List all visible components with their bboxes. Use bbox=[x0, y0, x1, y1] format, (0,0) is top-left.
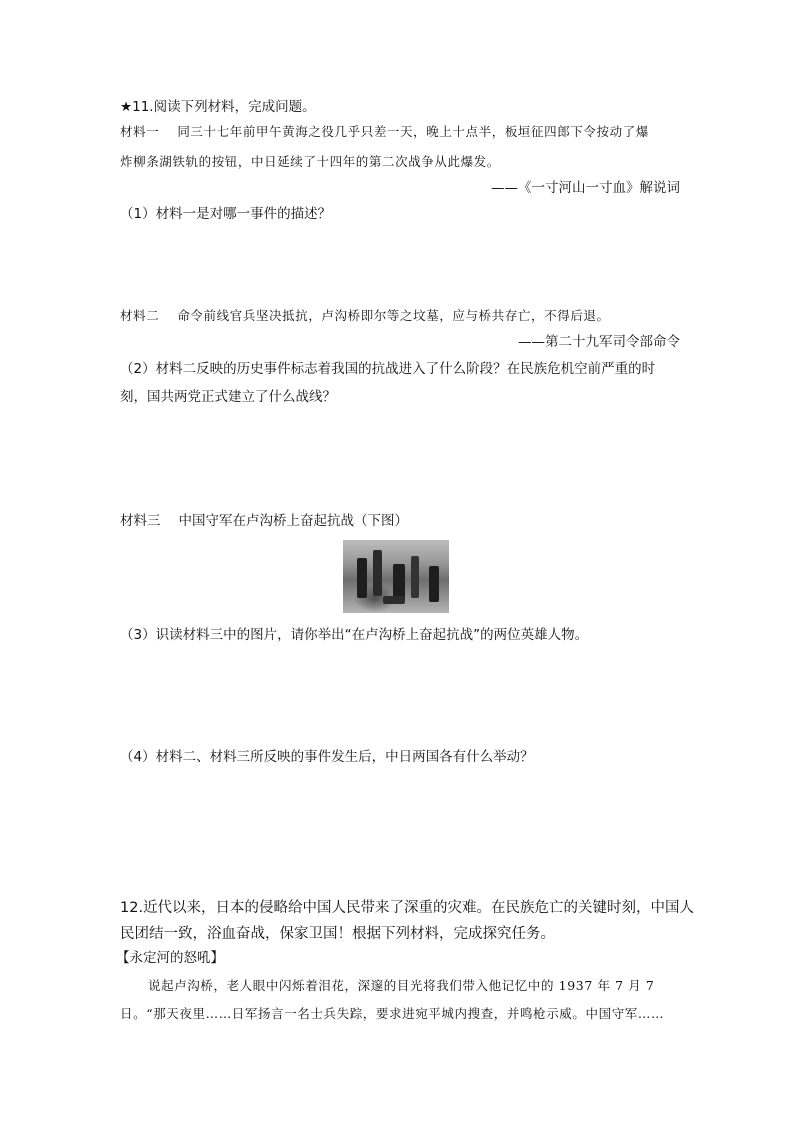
question-12-line-1: 12.近代以来，日本的侵略给中国人民带来了深重的灾难。在民族危亡的关键时刻，中国人 bbox=[120, 900, 695, 916]
material-1-source: ——《一寸河山一寸血》解说词 bbox=[491, 180, 680, 196]
passage-line-2: 日。“那天夜里……日军扬言一名士兵失踪，要求进宛平城内搜查，并鸣枪示威。中国守军…… bbox=[120, 1006, 665, 1021]
question-11-part-2-line-1: （2）材料二反映的历史事件标志着我国的抗战进入了什么阶段？在民族危机空前严重的时 bbox=[120, 361, 656, 377]
material-1-label: 材料一 bbox=[120, 124, 160, 139]
material-1-line-1 bbox=[120, 122, 680, 142]
question-11-part-2-line-2: 刻，国共两党正式建立了什么战线？ bbox=[120, 389, 336, 405]
material-3-line bbox=[120, 511, 680, 531]
material-1-text-1: 同三十七年前甲午黄海之役几乎只差一天，晚上十点半，板垣征四郎下令按动了爆 bbox=[177, 124, 649, 139]
passage-line-1: 说起卢沟桥，老人眼中闪烁着泪花，深邃的目光将我们带入他记忆中的 1937 年 7 月 7 bbox=[148, 978, 655, 993]
question-11-part-3: （3）识读材料三中的图片，请你举出“在卢沟桥上奋起抗战”的两位英雄人物。 bbox=[120, 627, 589, 643]
material-3-label: 材料三 bbox=[120, 513, 161, 529]
question-11-heading: ★11.阅读下列材料，完成问题。 bbox=[120, 99, 316, 115]
material-2-label: 材料二 bbox=[120, 308, 160, 323]
question-11-part-4: （4）材料二、材料三所反映的事件发生后，中日两国各有什么举动？ bbox=[120, 749, 534, 765]
material-2-source: ——第二十九军司令部命令 bbox=[518, 334, 680, 350]
question-11-part-1: （1）材料一是对哪一事件的描述？ bbox=[120, 206, 332, 222]
material-2-line bbox=[120, 306, 680, 326]
material-1-line-2: 炸柳条湖铁轨的按钮，中日延续了十四年的第二次战争从此爆发。 bbox=[120, 154, 500, 169]
section-title-yongding: 【永定河的怒吼】 bbox=[116, 950, 224, 966]
material-2-text: 命令前线官兵坚决抵抗，卢沟桥即尔等之坟墓，应与桥共存亡，不得后退。 bbox=[177, 308, 610, 323]
material-3-text: 中国守军在卢沟桥上奋起抗战（下图） bbox=[178, 513, 408, 529]
lugou-bridge-photo bbox=[343, 540, 449, 613]
question-12-line-2: 民团结一致，浴血奋战，保家卫国！根据下列材料，完成探究任务。 bbox=[120, 926, 555, 942]
